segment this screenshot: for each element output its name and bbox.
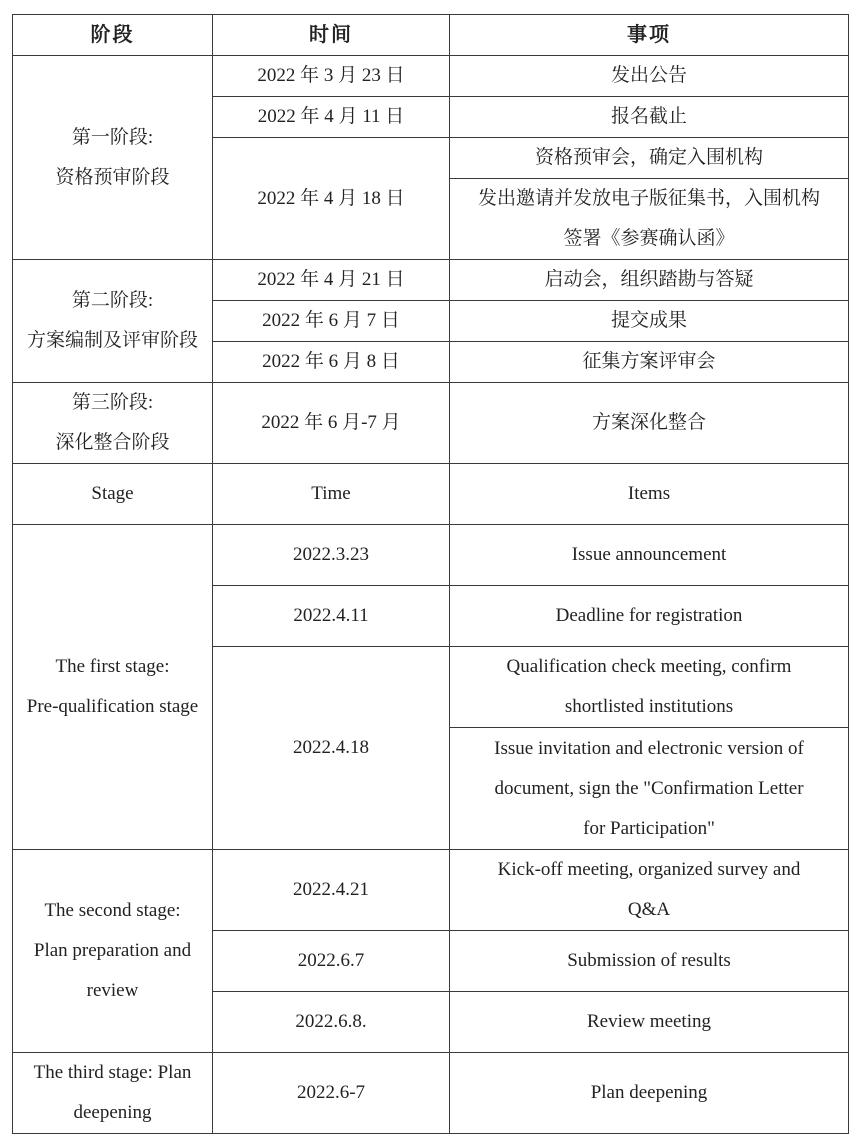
en-stage1-item-3 <box>450 647 849 728</box>
en-stage2-item-3: Review meeting <box>450 992 849 1053</box>
zh-stage3-title-line2: 深化整合阶段 <box>55 432 170 453</box>
zh-header-time: 时间 <box>213 15 450 56</box>
zh-stage1-title-line1: 第一阶段: <box>71 126 154 148</box>
en-stage1-title-line1: The first stage: <box>55 656 170 677</box>
zh-stage2-item-1: 启动会，组织踏勘与答疑 <box>450 260 849 301</box>
en-stage1-title <box>13 525 213 850</box>
zh-stage3-title-line1: 第三阶段: <box>71 392 154 413</box>
zh-stage1-title-line2: 资格预审阶段 <box>55 166 170 188</box>
zh-stage2-item-2: 提交成果 <box>450 301 849 342</box>
en-stage2-date-1: 2022.4.21 <box>213 850 450 931</box>
zh-stage1-item-1: 发出公告 <box>450 56 849 97</box>
en-stage1-date-2: 2022.4.11 <box>213 586 450 647</box>
en-stage2-title-line1: The second stage: <box>44 900 181 921</box>
en-stage3-title <box>13 1053 213 1134</box>
zh-stage1-item-3: 资格预审会，确定入围机构 <box>450 138 849 179</box>
en-stage1-item-4-line1: Issue invitation and electronic version of <box>494 737 804 759</box>
zh-stage3-date: 2022 年 6 月-7 月 <box>213 383 450 464</box>
en-header-stage: Stage <box>13 464 213 525</box>
zh-stage1-item-4-line2: 签署《参赛确认函》 <box>563 228 735 249</box>
en-stage1-item-4-line3: for Participation" <box>583 817 715 839</box>
zh-header-items: 事项 <box>450 15 849 56</box>
zh-stage1-item-4-line1: 发出邀请并发放电子版征集书，入围机构 <box>477 188 820 209</box>
zh-stage2-title-line1: 第二阶段: <box>71 290 154 311</box>
en-header-items: Items <box>450 464 849 525</box>
en-stage2-item-1-line1: Kick-off meeting, organized survey and <box>497 859 801 880</box>
en-stage1-item-4-line2: document, sign the "Confirmation Letter <box>494 777 804 799</box>
zh-stage1-title <box>13 56 213 260</box>
zh-stage1-date-1: 2022 年 3 月 23 日 <box>213 56 450 97</box>
zh-stage2-date-2: 2022 年 6 月 7 日 <box>213 301 450 342</box>
en-stage3-title-line2: deepening <box>73 1102 152 1123</box>
en-stage2-title-line3: review <box>86 980 139 1001</box>
zh-header-row <box>13 15 849 56</box>
en-stage2-date-3: 2022.6.8. <box>213 992 450 1053</box>
schedule-table <box>12 14 849 1134</box>
table-row <box>13 260 849 301</box>
en-stage1-item-3-line1: Qualification check meeting, confirm <box>506 656 792 677</box>
en-stage2-item-1 <box>450 850 849 931</box>
zh-stage1-date-2: 2022 年 4 月 11 日 <box>213 97 450 138</box>
en-stage1-item-3-line2: shortlisted institutions <box>564 696 734 717</box>
table-row <box>13 850 849 931</box>
en-stage1-title-line2: Pre-qualification stage <box>26 696 199 717</box>
en-stage1-item-2: Deadline for registration <box>450 586 849 647</box>
zh-stage2-title-line2: 方案编制及评审阶段 <box>26 330 198 351</box>
en-stage3-item: Plan deepening <box>450 1053 849 1134</box>
table-row <box>13 383 849 464</box>
en-stage2-item-2: Submission of results <box>450 931 849 992</box>
en-stage3-title-line1: The third stage: Plan <box>33 1062 192 1083</box>
en-stage1-item-4 <box>450 728 849 850</box>
zh-stage1-item-2: 报名截止 <box>450 97 849 138</box>
table-row <box>13 525 849 586</box>
en-header-time: Time <box>213 464 450 525</box>
en-stage2-title <box>13 850 213 1053</box>
zh-stage1-date-3: 2022 年 4 月 18 日 <box>213 138 450 260</box>
zh-stage3-item: 方案深化整合 <box>450 383 849 464</box>
en-stage1-date-3: 2022.4.18 <box>213 647 450 850</box>
zh-stage2-title <box>13 260 213 383</box>
en-stage1-date-1: 2022.3.23 <box>213 525 450 586</box>
zh-stage2-date-1: 2022 年 4 月 21 日 <box>213 260 450 301</box>
en-header-row <box>13 464 849 525</box>
en-stage1-item-1: Issue announcement <box>450 525 849 586</box>
en-stage2-item-1-line2: Q&A <box>627 899 671 920</box>
zh-stage2-item-3: 征集方案评审会 <box>450 342 849 383</box>
en-stage2-date-2: 2022.6.7 <box>213 931 450 992</box>
table-row <box>13 1053 849 1134</box>
zh-stage3-title <box>13 383 213 464</box>
zh-header-stage: 阶段 <box>13 15 213 56</box>
zh-stage2-date-3: 2022 年 6 月 8 日 <box>213 342 450 383</box>
zh-stage1-item-4 <box>450 179 849 260</box>
table-row <box>13 56 849 97</box>
en-stage2-title-line2: Plan preparation and <box>33 940 192 961</box>
en-stage3-date: 2022.6-7 <box>213 1053 450 1134</box>
